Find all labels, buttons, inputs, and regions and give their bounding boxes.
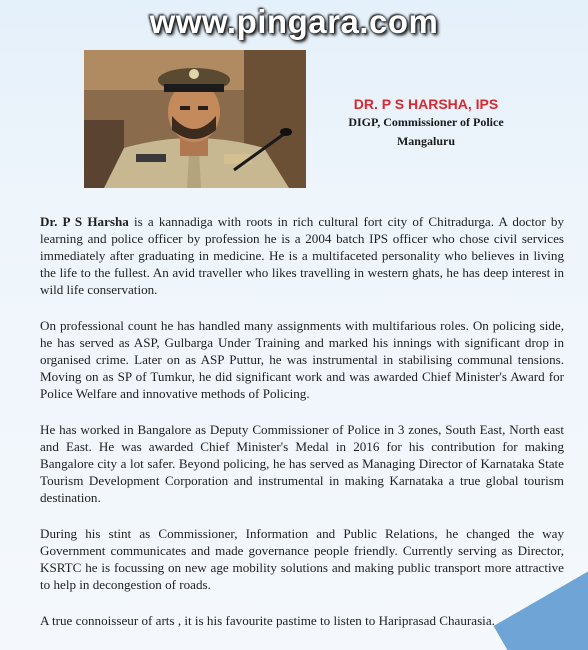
bio-paragraph-2: On professional count he has handled many assignments with multifarious roles. On policing side, he has served as ASP, Gulbarga Under Training and marked his innings with significant drop in organised crime. Later on as ASP Puttur, he was instrumental in stabilising communal tensions. Moving on as SP of Tumkur, he did significant work and was awarded Chief Minister's Award for Police Welfare and innovative methods of Policing. [40, 318, 564, 401]
profile-name: DR. P S HARSHA, IPS [353, 96, 499, 112]
bio-paragraph-5: A true connoisseur of arts , it is his favourite pastime to listen to Hariprasad Chaurasia. [40, 613, 495, 628]
bio-paragraph-4: During his stint as Commissioner, Information and Public Relations, he changed the way Government communicates and made governance people friendly. Currently serving as Director, KSRTC he is focussing on new age mobility solutions and making public transport more attractive to help in decongestion of roads. [40, 526, 564, 592]
profile-designation: DIGP, Commissioner of Police [348, 115, 504, 129]
bio-paragraph-3: He has worked in Bangalore as Deputy Commissioner of Police in 3 zones, South East, North east and East. He was awarded Chief Minister's Medal in 2016 for his contribution for making Bangalore city a lot safer. Beyond policing, he has served as Managing Director of Karnataka State Tourism Development Corporation and instrumental in making Karnataka a true global tourism destination. [40, 422, 564, 505]
portrait-photo [84, 50, 306, 188]
bio-lead-name: Dr. P S Harsha [40, 214, 129, 229]
profile-location: Mangaluru [396, 134, 455, 148]
bio-paragraph-1-text: is a kannadiga with roots in rich cultural fort city of Chitradurga. A doctor by learning and police officer by profession he is a 2004 batch IPS officer who chose civil services immediately after graduating in medicine. He is a multifaceted personality who believes in living the life to the fullest. An avid traveller who likes travelling in western ghats, he has deep interest in wild life conservation. [40, 214, 565, 297]
biography [40, 213, 564, 629]
watermark: www.pingara.com [149, 3, 439, 40]
profile-header [326, 96, 526, 150]
bio-paragraph-1 [40, 213, 564, 298]
